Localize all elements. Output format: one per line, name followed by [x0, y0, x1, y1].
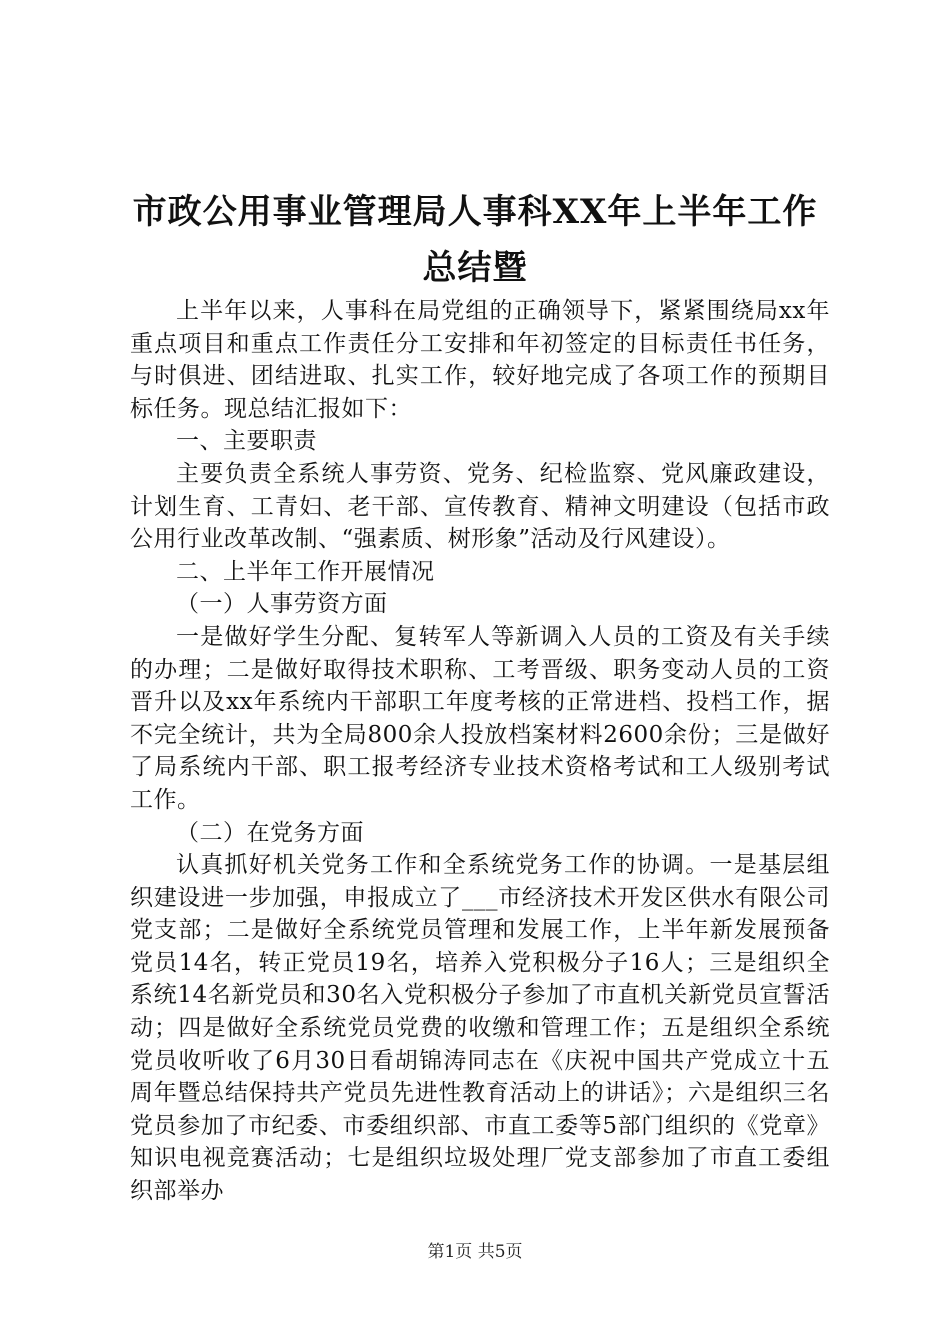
paragraph-intro: 上半年以来，人事科在局党组的正确领导下，紧紧围绕局xx年重点项目和重点工作责任分工安排和年初签定的目标责任书任务，与时俱进、团结进取、扎实工作，较好地完成了各项工作的预期目标任务。现总结汇报如下： — [130, 298, 830, 422]
page-footer: 第1页 共5页 — [427, 1242, 523, 1262]
section-heading-progress: 二、上半年工作开展情况 — [176, 558, 435, 585]
paragraph-party-affairs: 认真抓好机关党务工作和全系统党务工作的协调。一是基层组织建设进一步加强，申报成立了___市经济技术开发区供水有限公司党支部；二是做好全系统党员管理和发展工作，上半年新发展预备党员14名，转正党员19名，培养入党积极分子16人；三是组织全系统14名新党员和30名入党积极分子参加了市直机关新党员宣誓活动；四是做好全系统党员党费的收缴和管理工作；五是组织全系统党员收听收了6月30日看胡锦涛同志在《庆祝中国共产党成立十五周年暨总结保持共产党员先进性教育活动上的讲话》；六是组织三名党员参加了市纪委、市委组织部、市直工委等5部门组织的《党章》知识电视竞赛活动；七是组织垃圾处理厂党支部参加了市直工委组织部举办 — [130, 852, 830, 1205]
document-body — [130, 295, 830, 1208]
paragraph-duties: 主要负责全系统人事劳资、党务、纪检监察、党风廉政建设，计划生育、工青妇、老干部、宣传教育、精神文明建设（包括市政公用行业改革改制、“强素质、树形象”活动及行风建设）。 — [130, 460, 830, 553]
subsection-heading-party-affairs: （二）在党务方面 — [176, 819, 364, 846]
section-heading-duties: 一、主要职责 — [176, 428, 317, 455]
document-title-line-1: 市政公用事业管理局人事科XX年上半年工作 — [132, 192, 818, 232]
subsection-heading-personnel: （一）人事劳资方面 — [176, 591, 388, 618]
document-title-line-2: 总结暨 — [422, 248, 528, 288]
paragraph-personnel: 一是做好学生分配、复转军人等新调入人员的工资及有关手续的办理；二是做好取得技术职称、工考晋级、职务变动人员的工资晋升以及xx年系统内干部职工年度考核的正常进档、投档工作，据不完全统计，共为全局800余人投放档案材料2600余份；三是做好了局系统内干部、职工报考经济专业技术资格考试和工人级别考试工作。 — [130, 623, 830, 813]
